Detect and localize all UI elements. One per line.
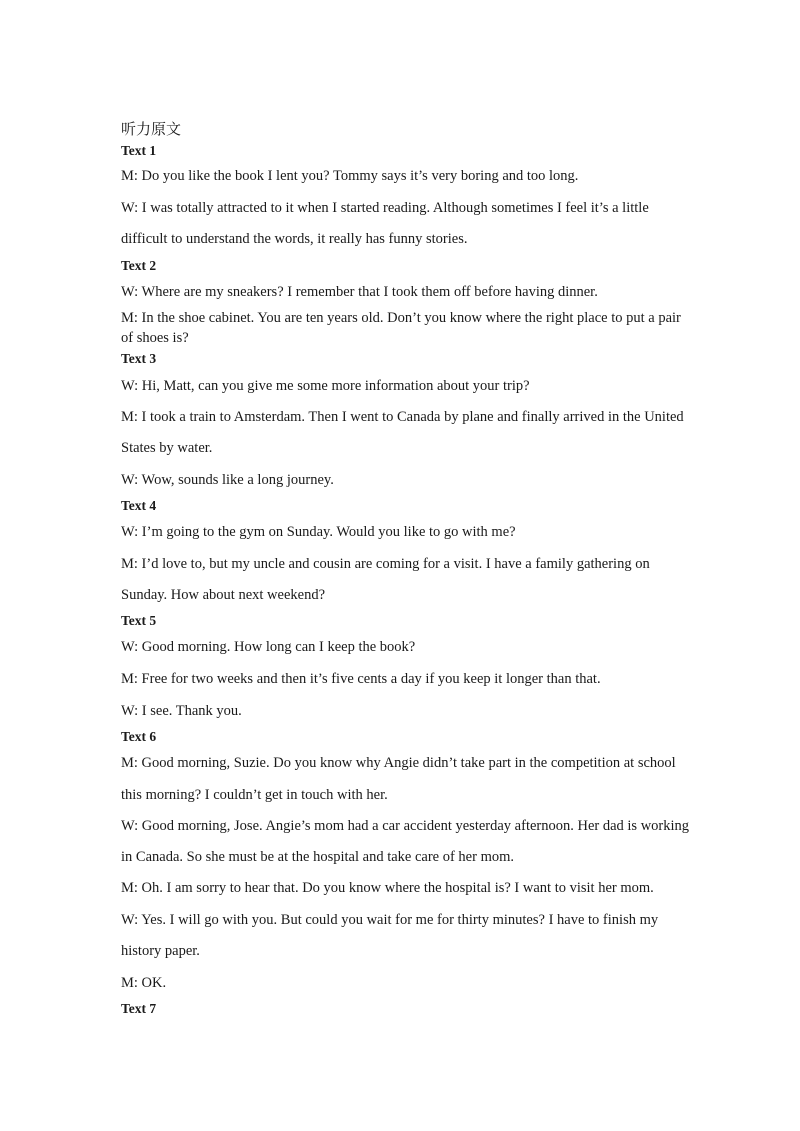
dialogue-line: W: I’m going to the gym on Sunday. Would you like to go with me?: [121, 524, 516, 540]
section-heading: Text 4: [121, 498, 157, 513]
dialogue-line: W: I see. Thank you.: [121, 703, 242, 719]
dialogue-line: M: OK.: [121, 975, 167, 991]
dialogue-line: W: Hi, Matt, can you give me some more information about your trip?: [121, 378, 530, 394]
dialogue-line: of shoes is?: [121, 330, 189, 346]
dialogue-line: difficult to understand the words, it really has funny stories.: [121, 231, 468, 247]
section-heading: Text 1: [121, 143, 157, 158]
document-title: 听力原文: [121, 120, 182, 138]
dialogue-line: W: Good morning, Jose. Angie’s mom had a car accident yesterday afternoon. Her dad is working: [121, 818, 690, 834]
dialogue-line: M: Oh. I am sorry to hear that. Do you know where the hospital is? I want to visit her mom.: [121, 880, 654, 896]
dialogue-line: W: Good morning. How long can I keep the book?: [121, 639, 416, 655]
dialogue-line: W: Yes. I will go with you. But could you wait for me for thirty minutes? I have to finish my: [121, 912, 659, 928]
dialogue-line: W: Wow, sounds like a long journey.: [121, 472, 334, 488]
dialogue-line: Sunday. How about next weekend?: [121, 587, 326, 603]
section-heading: Text 7: [121, 1001, 157, 1016]
section-heading: Text 6: [121, 729, 157, 744]
dialogue-line: M: In the shoe cabinet. You are ten years old. Don’t you know where the right place to put a pair: [121, 310, 681, 326]
dialogue-line: W: Where are my sneakers? I remember that I took them off before having dinner.: [121, 284, 598, 300]
dialogue-line: States by water.: [121, 440, 213, 456]
dialogue-line: this morning? I couldn’t get in touch with her.: [121, 787, 388, 803]
dialogue-line: W: I was totally attracted to it when I started reading. Although sometimes I feel it’s a little: [121, 200, 649, 216]
section-heading: Text 5: [121, 613, 157, 628]
dialogue-line: history paper.: [121, 943, 200, 959]
dialogue-line: M: I’d love to, but my uncle and cousin are coming for a visit. I have a family gathering on: [121, 556, 650, 572]
dialogue-line: M: I took a train to Amsterdam. Then I went to Canada by plane and finally arrived in the United: [121, 409, 684, 425]
section-heading: Text 3: [121, 351, 157, 366]
dialogue-line: M: Do you like the book I lent you? Tommy says it’s very boring and too long.: [121, 168, 579, 184]
section-heading: Text 2: [121, 258, 157, 273]
dialogue-line: M: Free for two weeks and then it’s five cents a day if you keep it longer than that.: [121, 671, 601, 687]
dialogue-line: M: Good morning, Suzie. Do you know why Angie didn’t take part in the competition at school: [121, 755, 676, 771]
dialogue-line: in Canada. So she must be at the hospital and take care of her mom.: [121, 849, 515, 865]
